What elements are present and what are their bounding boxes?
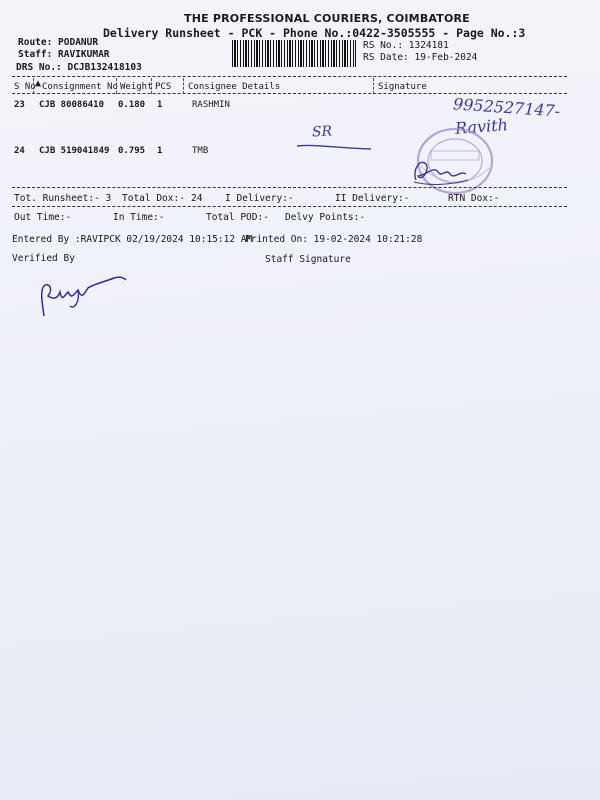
row-weight: 0.180	[118, 100, 146, 110]
total-dox-label: Total Dox:-	[122, 193, 185, 204]
col-signature: Signature	[378, 82, 427, 92]
row-consignment: CJB 519041849	[39, 146, 110, 156]
tot-runsheet: Tot. Runsheet:- 3	[14, 193, 112, 204]
i-delivery: I Delivery:-	[225, 193, 294, 204]
in-time: In Time:-	[113, 212, 165, 223]
barcode	[232, 40, 356, 67]
col-sno: S No	[14, 82, 36, 92]
staff-signature-label: Staff Signature	[265, 254, 351, 265]
ii-delivery: II Delivery:-	[335, 193, 410, 204]
verified-by: Verified By	[12, 253, 75, 264]
verifier-signature	[34, 272, 134, 322]
staff-label: Staff: RAVIKUMAR	[18, 49, 110, 60]
col-consignment: Consignment No	[42, 82, 118, 92]
row-consignment: CJB 80086410	[39, 100, 105, 110]
underline-stroke-icon	[295, 136, 375, 154]
row-consignee: TMB	[192, 146, 209, 156]
divider-header	[12, 93, 567, 94]
row-sno: 24	[14, 146, 25, 156]
cursor-arrow-icon: ▲	[35, 78, 42, 89]
delvy-points: Delvy Points:-	[285, 212, 366, 223]
col-weight: Weight	[120, 82, 153, 92]
stamp-signature-scribble	[410, 152, 472, 188]
col-sep	[373, 78, 374, 94]
printed-on: Printed On: 19-02-2024 10:21:28	[245, 234, 423, 245]
total-dox-value: 24	[191, 193, 203, 204]
divider-summary	[12, 206, 567, 207]
drs-number: DRS No.: DCJB132418103	[16, 62, 142, 73]
col-sep	[116, 78, 117, 94]
row-pcs: 1	[157, 100, 163, 110]
out-time: Out Time:-	[14, 212, 72, 223]
entered-by: Entered By :RAVIPCK 02/19/2024 10:15:12 AM	[12, 234, 253, 245]
row-pcs: 1	[157, 146, 163, 156]
divider-bottom	[12, 187, 567, 188]
route-label: Route: PODANUR	[18, 37, 99, 48]
handwritten-initials: SR	[311, 123, 333, 141]
col-consignee: Consignee Details	[188, 82, 281, 92]
rs-number: RS No.: 1324181	[363, 40, 449, 51]
row-sno: 23	[14, 100, 25, 110]
handwritten-phone: 9952527147-	[452, 94, 561, 121]
divider-top	[12, 76, 567, 77]
rs-date: RS Date: 19-Feb-2024	[363, 52, 478, 63]
rtn-dox: RTN Dox:-	[448, 193, 500, 204]
handwritten-signature: Ravith	[454, 115, 509, 138]
company-name: THE PROFESSIONAL COURIERS, COIMBATORE	[184, 12, 470, 25]
col-sep	[183, 78, 184, 94]
runsheet-subtitle: Delivery Runsheet - PCK - Phone No.:0422-3505555 - Page No.:3	[103, 26, 526, 40]
row-consignee: RASHMIN	[192, 100, 230, 110]
total-pod: Total POD:-	[206, 212, 269, 223]
col-sep	[33, 78, 34, 94]
col-pcs: PCS	[155, 82, 172, 92]
row-weight: 0.795	[118, 146, 146, 156]
col-sep	[151, 78, 152, 94]
